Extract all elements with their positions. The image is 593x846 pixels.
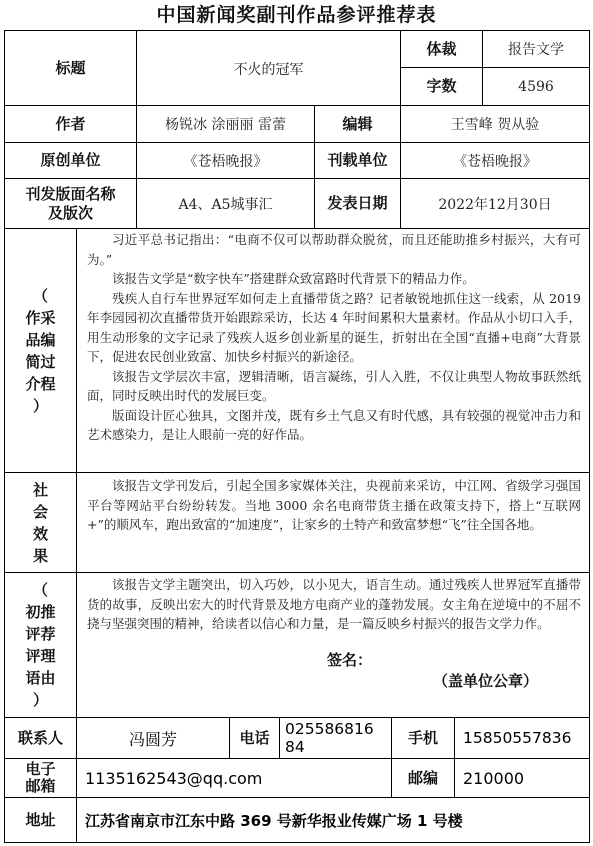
intro-text [76,228,590,473]
effect-text [76,472,590,573]
value-section: A4、A5城事汇 [136,178,315,229]
value-contact: 冯圆芳 [76,717,230,759]
seal-label: （盖单位公章） [433,672,539,690]
intro-paragraph: 该报告文学层次丰富，逻辑清晰，语言凝练，引人入胜，不仅让典型人物故事跃然纸面，同时反映出时代的发展巨变。 [87,368,581,403]
intro-paragraph: 该报告文学是“数字快车”搭建群众致富路时代背景下的精品力作。 [112,271,475,286]
label-section: 刊发版面名称 及版次 [4,178,137,229]
signature-label: 签名： [327,651,373,669]
label-word-count: 字数 [400,67,483,106]
value-origin-unit: 《苍梧晚报》 [136,142,315,179]
value-address: 江苏省南京市江东中路 369 号新华报业传媒广场 1 号楼 [76,797,590,843]
label-address: 地址 [4,797,77,843]
label-publish-date: 发表日期 [314,178,401,229]
value-editor: 王雪峰 贺从验 [400,105,590,143]
value-publish-unit: 《苍梧晚报》 [400,142,590,179]
value-word-count: 4596 [482,67,590,106]
intro-paragraph: 残疾人自行车世界冠军如何走上直播带货之路？记者敏锐地抓住这一线索，从 2019 年李园园初次直播带货开始跟踪采访，长达 4 年时间累积大量素材。作品从小切口入手，用生动形象的文字记录了残疾人返乡创业新星的诞生，折射出在全国“直播+电商”大背景下，促进农民创业致富、加快乡村振兴的新途径。 [87,290,581,364]
label-contact: 联系人 [4,717,77,759]
label-review: （ 初推 评荐 评理 语由 ） [4,572,77,718]
intro-paragraph: 习近平总书记指出：“电商不仅可以帮助群众脱贫，而且还能助推乡村振兴，大有可为。” [87,232,581,267]
label-publish-unit: 刊载单位 [314,142,401,179]
value-mobile: 15850557836 [454,717,590,759]
label-social-effect: 社 会 效 果 [4,472,77,573]
label-origin-unit: 原创单位 [4,142,137,179]
label-email: 电子 邮箱 [4,758,77,798]
value-email: 1135162543@qq.com [76,758,392,798]
label-genre: 体裁 [400,30,483,68]
review-paragraph: 该报告文学主题突出，切入巧妙，以小见大，语言生动。通过残疾人世界冠军直播带货的故事，反映出宏大的时代背景及地方电商产业的蓬勃发展。女主角在逆境中的不屈不挠与坚强突围的精神，给读者以信心和力量，是一篇反映乡村振兴的报告文学力作。 [87,577,581,631]
label-postcode: 邮编 [391,758,455,798]
label-intro: （ 作采 品编 简过 介程 ） [4,228,77,473]
intro-paragraph: 版面设计匠心独具，文图并茂，既有乡土气息又有时代感，具有较强的视觉冲击力和艺术感染力，是让人眼前一亮的好作品。 [87,407,581,442]
value-postcode: 210000 [454,758,590,798]
value-phone: 025586816 84 [279,717,392,759]
value-genre: 报告文学 [482,30,590,68]
effect-paragraph: 该报告文学刊发后，引起全国多家媒体关注，央视前来采访，中江网、省级学习强国平台等网站平台纷纷转发。当地 3000 余名电商带货主播在政策支持下，搭上“互联网+”的顺风车，跑出致富的“加速度”，让家乡的土特产和致富梦想“飞”往全国各地。 [87,478,581,532]
review-text [76,572,590,718]
label-title: 标题 [4,30,137,106]
form-title: 中国新闻奖副刊作品参评推荐表 [156,4,437,26]
label-editor: 编辑 [314,105,401,143]
label-mobile: 手机 [391,717,455,759]
value-title: 不火的冠军 [136,30,401,106]
value-publish-date: 2022年12月30日 [400,178,590,229]
value-author: 杨锐冰 涂丽丽 雷蕾 [136,105,315,143]
label-author: 作者 [4,105,137,143]
label-phone: 电话 [229,717,280,759]
